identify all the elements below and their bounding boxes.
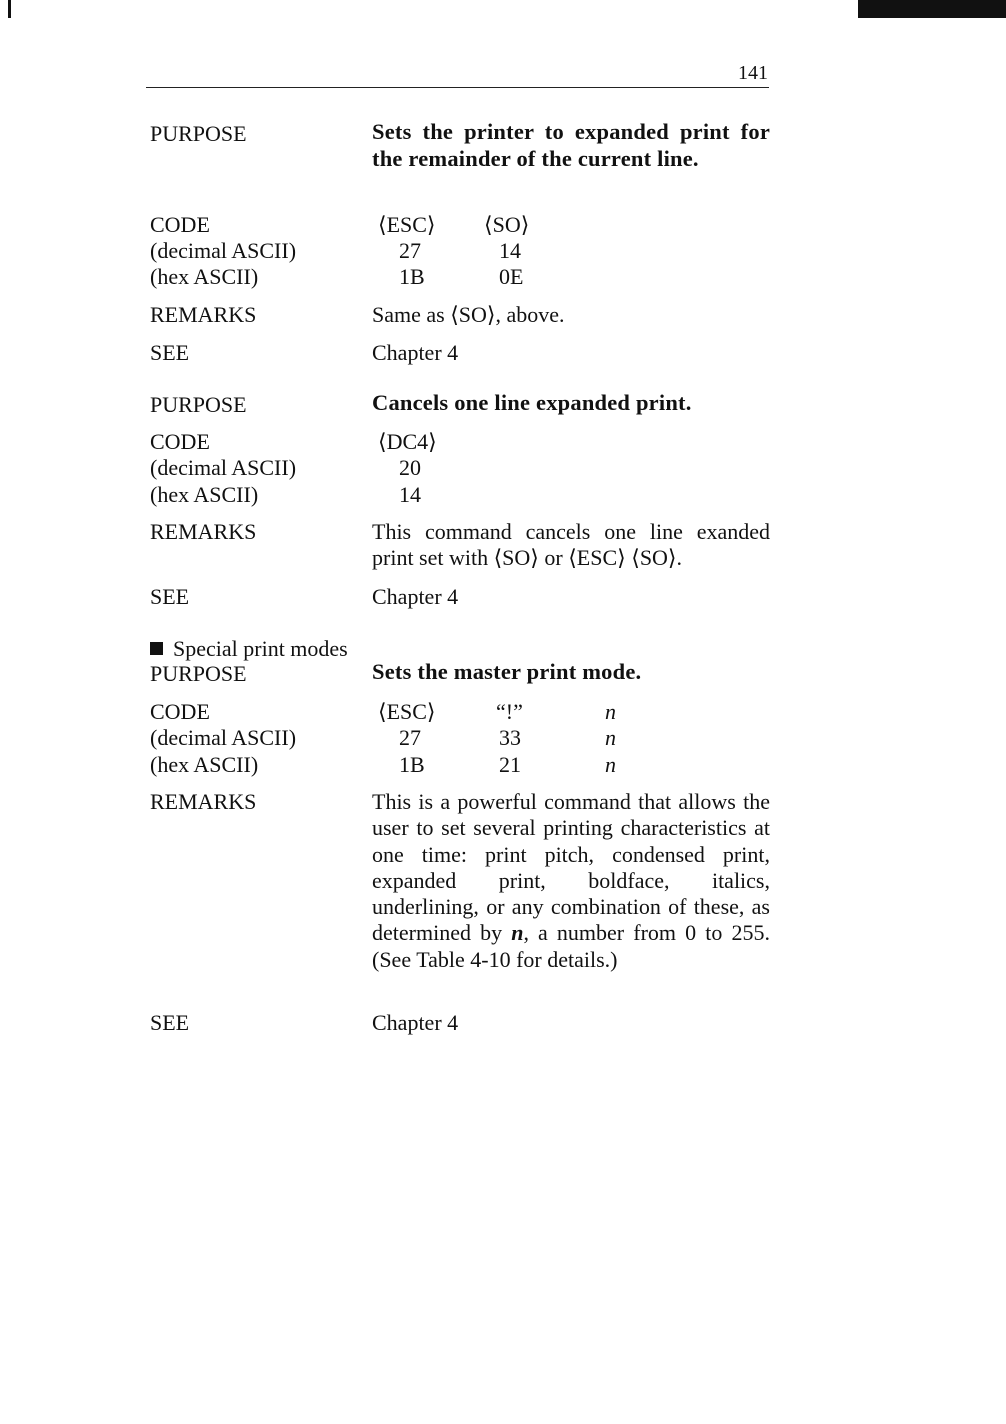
remarks-text: Same as ⟨SO⟩, above. <box>372 302 565 327</box>
hex-ascii-label: (hex ASCII) <box>150 752 259 777</box>
hex-ascii-label: (hex ASCII) <box>150 264 259 289</box>
scan-edge-mark-left <box>8 0 11 18</box>
remarks-text: This command cancels one line exanded print set with ⟨SO⟩ or ⟨ESC⟩ ⟨SO⟩. <box>372 519 770 571</box>
code-name: ⟨DC4⟩ <box>378 429 437 454</box>
remarks-text-part: This is a powerful command that allows the user to set several printing characteristics at one time: print pitch, condensed print, expanded print, boldface, italics, underlining, or any combination of these, as determined by <box>372 789 770 946</box>
code-label: CODE <box>150 699 210 724</box>
code-decimal: n <box>605 725 616 750</box>
hex-ascii-label: (hex ASCII) <box>150 482 259 507</box>
purpose-label: PURPOSE <box>150 661 247 686</box>
code-name: ⟨ESC⟩ <box>378 699 436 724</box>
purpose-label: PURPOSE <box>150 392 247 417</box>
decimal-ascii-label: (decimal ASCII) <box>150 455 297 480</box>
code-decimal: 33 <box>499 725 521 750</box>
code-decimal: 14 <box>499 238 521 263</box>
see-label: SEE <box>150 584 190 609</box>
page-number: 141 <box>738 62 768 84</box>
purpose-text: Sets the printer to expanded print for the remainder of the current line. <box>372 119 770 171</box>
code-label: CODE <box>150 212 210 237</box>
remarks-variable-n: n <box>511 920 524 946</box>
code-name: ⟨ESC⟩ <box>378 212 436 237</box>
code-hex: 1B <box>399 752 425 777</box>
see-reference: Chapter 4 <box>372 1010 459 1035</box>
code-hex: 21 <box>499 752 521 777</box>
remarks-label: REMARKS <box>150 302 257 327</box>
code-hex: 1B <box>399 264 425 289</box>
see-reference: Chapter 4 <box>372 340 459 365</box>
section-title <box>150 636 348 662</box>
decimal-ascii-label: (decimal ASCII) <box>150 238 297 263</box>
decimal-ascii-label: (decimal ASCII) <box>150 725 297 750</box>
code-hex: n <box>605 752 616 777</box>
purpose-text: Cancels one line expanded print. <box>372 390 692 415</box>
code-label: CODE <box>150 429 210 454</box>
code-name: “!” <box>496 699 523 724</box>
remarks-label: REMARKS <box>150 519 257 544</box>
code-decimal: 27 <box>399 238 421 263</box>
code-decimal: 20 <box>399 455 421 480</box>
see-label: SEE <box>150 1010 190 1035</box>
section-title-text: Special print modes <box>173 636 348 661</box>
code-hex: 0E <box>499 264 524 289</box>
square-bullet-icon <box>150 642 163 655</box>
see-label: SEE <box>150 340 190 365</box>
see-reference: Chapter 4 <box>372 584 459 609</box>
code-name: n <box>605 699 616 724</box>
purpose-label: PURPOSE <box>150 121 247 146</box>
purpose-text: Sets the master print mode. <box>372 659 642 684</box>
header-rule <box>146 87 769 88</box>
remarks-label: REMARKS <box>150 789 257 814</box>
code-hex: 14 <box>399 482 421 507</box>
remarks-text <box>372 789 770 973</box>
remarks-text-part: , a number from 0 to 255. (See Table 4-10 for details.) <box>372 920 770 972</box>
code-name: ⟨SO⟩ <box>484 212 530 237</box>
code-decimal: 27 <box>399 725 421 750</box>
scan-edge-mark-right <box>858 0 1006 18</box>
